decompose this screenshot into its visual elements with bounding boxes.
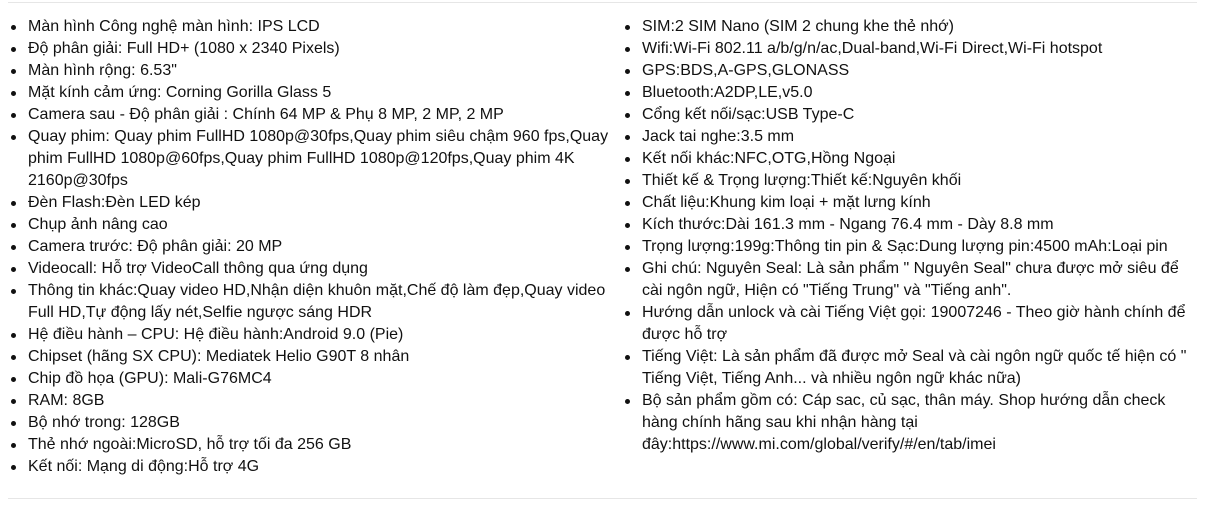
spec-list [8, 16, 1198, 478]
spec-item: Màn hình Công nghệ màn hình: IPS LCD [8, 16, 622, 38]
spec-item: Thiết kế & Trọng lượng:Thiết kế:Nguyên khối [622, 170, 1198, 192]
spec-item: Đèn Flash:Đèn LED kép [8, 192, 622, 214]
spec-item: Hướng dẫn unlock và cài Tiếng Việt gọi: 19007246 - Theo giờ hành chính để được hỗ trợ [622, 302, 1198, 346]
spec-item: Hệ điều hành – CPU: Hệ điều hành:Android 9.0 (Pie) [8, 324, 622, 346]
spec-item: Tiếng Việt: Là sản phẩm đã được mở Seal và cài ngôn ngữ quốc tế hiện có " Tiếng Việt, Tiếng Anh... và nhiều ngôn ngữ khác nữa) [622, 346, 1198, 390]
spec-item: Chip đồ họa (GPU): Mali-G76MC4 [8, 368, 622, 390]
spec-item: RAM: 8GB [8, 390, 622, 412]
spec-item: SIM:2 SIM Nano (SIM 2 chung khe thẻ nhớ) [622, 16, 1198, 38]
spec-item: Ghi chú: Nguyên Seal: Là sản phẩm " Nguyên Seal" chưa được mở siêu để cài ngôn ngữ, Hiện có "Tiếng Trung" và "Tiếng anh". [622, 258, 1198, 302]
spec-item: Mặt kính cảm ứng: Corning Gorilla Glass 5 [8, 82, 622, 104]
spec-item: Chụp ảnh nâng cao [8, 214, 622, 236]
spec-item: Bộ nhớ trong: 128GB [8, 412, 622, 434]
spec-column-left [8, 16, 622, 478]
spec-item: GPS:BDS,A-GPS,GLONASS [622, 60, 1198, 82]
spec-item: Chipset (hãng SX CPU): Mediatek Helio G90T 8 nhân [8, 346, 622, 368]
spec-item: Chất liệu:Khung kim loại + mặt lưng kính [622, 192, 1198, 214]
spec-item: Quay phim: Quay phim FullHD 1080p@30fps,Quay phim siêu chậm 960 fps,Quay phim FullHD 1080p@60fps,Quay phim FullHD 1080p@120fps,Quay phim 4K 2160p@30fps [8, 126, 622, 192]
spec-item: Cổng kết nối/sạc:USB Type-C [622, 104, 1198, 126]
spec-item: Kích thước:Dài 161.3 mm - Ngang 76.4 mm - Dày 8.8 mm [622, 214, 1198, 236]
spec-column-right [622, 16, 1198, 478]
spec-item: Camera sau - Độ phân giải : Chính 64 MP & Phụ 8 MP, 2 MP, 2 MP [8, 104, 622, 126]
spec-item: Trọng lượng:199g:Thông tin pin & Sạc:Dung lượng pin:4500 mAh:Loại pin [622, 236, 1198, 258]
spec-item: Wifi:Wi-Fi 802.11 a/b/g/n/ac,Dual-band,Wi-Fi Direct,Wi-Fi hotspot [622, 38, 1198, 60]
spec-item: Độ phân giải: Full HD+ (1080 x 2340 Pixels) [8, 38, 622, 60]
top-divider [8, 2, 1197, 3]
spec-item: Camera trước: Độ phân giải: 20 MP [8, 236, 622, 258]
spec-item: Thông tin khác:Quay video HD,Nhận diện khuôn mặt,Chế độ làm đẹp,Quay video Full HD,Tự động lấy nét,Selfie ngược sáng HDR [8, 280, 622, 324]
spec-item: Kết nối: Mạng di động:Hỗ trợ 4G [8, 456, 622, 478]
spec-item: Videocall: Hỗ trợ VideoCall thông qua ứng dụng [8, 258, 622, 280]
spec-item: Kết nối khác:NFC,OTG,Hồng Ngoại [622, 148, 1198, 170]
spec-item: Màn hình rộng: 6.53" [8, 60, 622, 82]
spec-item: Bộ sản phẩm gồm có: Cáp sac, củ sạc, thân máy. Shop hướng dẫn check hàng chính hãng sau khi nhận hàng tại đây:https://www.mi.com/global/verify/#/en/tab/imei [622, 390, 1198, 456]
spec-item: Bluetooth:A2DP,LE,v5.0 [622, 82, 1198, 104]
spec-item: Jack tai nghe:3.5 mm [622, 126, 1198, 148]
spec-item: Thẻ nhớ ngoài:MicroSD, hỗ trợ tối đa 256 GB [8, 434, 622, 456]
bottom-divider [8, 498, 1197, 499]
